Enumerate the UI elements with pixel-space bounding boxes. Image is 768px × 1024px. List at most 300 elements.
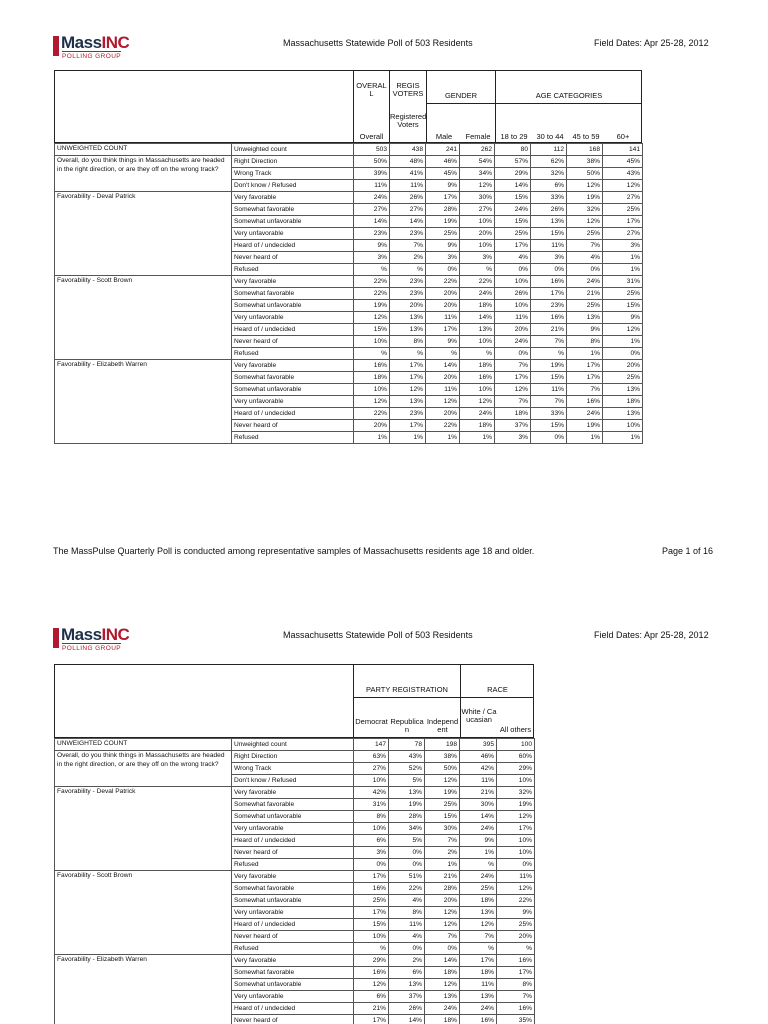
value-cell: 0% (389, 859, 425, 871)
response-label: Somewhat unfavorable (232, 384, 354, 396)
response-label: Right Direction (232, 156, 354, 168)
value-cell: 18% (460, 360, 495, 372)
value-cell: 18% (460, 300, 495, 312)
response-label: Somewhat unfavorable (232, 979, 354, 991)
value-cell: 21% (460, 787, 497, 799)
value-cell: 1% (390, 432, 426, 444)
value-cell: 12% (497, 883, 535, 895)
sub-overall: Overall (359, 132, 384, 141)
value-cell: 13% (389, 787, 425, 799)
value-cell: 12% (390, 384, 426, 396)
value-cell: 4% (495, 252, 531, 264)
value-cell: 100 (497, 739, 535, 751)
value-cell: 10% (495, 300, 531, 312)
value-cell: 11% (426, 312, 460, 324)
table-row (55, 192, 643, 204)
value-cell: 20% (426, 372, 460, 384)
value-cell: 17% (390, 372, 426, 384)
value-cell: 1% (567, 432, 603, 444)
sub-60-plus: 60+ (616, 132, 630, 141)
value-cell: 22% (354, 276, 390, 288)
response-label: Refused (232, 859, 354, 871)
value-cell: 7% (495, 396, 531, 408)
value-cell: 27% (603, 228, 643, 240)
value-cell: 12% (426, 396, 460, 408)
value-cell: 15% (495, 192, 531, 204)
value-cell: 23% (390, 288, 426, 300)
value-cell: 17% (567, 360, 603, 372)
value-cell: 22% (389, 883, 425, 895)
value-cell: 10% (603, 420, 643, 432)
value-cell: 6% (354, 991, 389, 1003)
value-cell: 9% (354, 240, 390, 252)
response-label: Unweighted count (232, 144, 354, 156)
value-cell: 21% (567, 288, 603, 300)
response-label: Somewhat favorable (232, 288, 354, 300)
value-cell: % (354, 348, 390, 360)
response-label: Refused (232, 348, 354, 360)
value-cell: 17% (426, 324, 460, 336)
sub-registered-voters: Registered Voters (390, 112, 427, 129)
value-cell: 19% (497, 799, 535, 811)
value-cell: 16% (460, 372, 495, 384)
value-cell: 28% (389, 811, 425, 823)
value-cell: 1% (426, 432, 460, 444)
sub-all-others: All others (499, 725, 532, 734)
value-cell: 11% (426, 384, 460, 396)
value-cell: 7% (567, 384, 603, 396)
value-cell: 18% (603, 396, 643, 408)
value-cell: 1% (460, 432, 495, 444)
table-row (55, 871, 535, 883)
value-cell: 11% (354, 180, 390, 192)
value-cell: 12% (354, 312, 390, 324)
question-cell: Favorability - Deval Patrick (55, 192, 232, 276)
value-cell: 7% (497, 991, 535, 1003)
value-cell: 24% (460, 1003, 497, 1015)
sub-democrat: Democrat (355, 717, 388, 726)
value-cell: 262 (460, 144, 495, 156)
table-row (55, 360, 643, 372)
value-cell: 1% (354, 432, 390, 444)
value-cell: 25% (603, 204, 643, 216)
response-label: Heard of / undecided (232, 919, 354, 931)
value-cell: 16% (354, 967, 389, 979)
sub-republican: Republican (390, 717, 424, 734)
value-cell: 18% (425, 967, 460, 979)
value-cell: 20% (426, 288, 460, 300)
value-cell: 13% (603, 384, 643, 396)
value-cell: 12% (497, 811, 535, 823)
value-cell: 18% (354, 372, 390, 384)
value-cell: 20% (354, 420, 390, 432)
value-cell: % (460, 348, 495, 360)
table-row (55, 739, 535, 751)
response-label: Somewhat unfavorable (232, 216, 354, 228)
value-cell: 8% (567, 336, 603, 348)
value-cell: % (390, 348, 426, 360)
response-label: Very unfavorable (232, 991, 354, 1003)
value-cell: 13% (460, 324, 495, 336)
header-gender: GENDER (444, 91, 478, 100)
value-cell: 52% (389, 763, 425, 775)
value-cell: 16% (354, 883, 389, 895)
value-cell: 12% (425, 907, 460, 919)
sub-45-59: 45 to 59 (572, 132, 600, 141)
question-cell: Overall, do you think things in Massachusetts are headed in the right direction, or are they off on the wrong track? (55, 751, 232, 787)
value-cell: 16% (354, 360, 390, 372)
question-cell: UNWEIGHTED COUNT (55, 144, 232, 156)
response-label: Unweighted count (232, 739, 354, 751)
value-cell: 28% (426, 204, 460, 216)
table-row (55, 156, 643, 168)
value-cell: 33% (531, 408, 567, 420)
value-cell: 11% (531, 240, 567, 252)
value-cell: 60% (497, 751, 535, 763)
value-cell: 0% (603, 348, 643, 360)
value-cell: 13% (390, 396, 426, 408)
value-cell: 29% (497, 763, 535, 775)
value-cell: 0% (497, 859, 535, 871)
value-cell: 22% (354, 288, 390, 300)
value-cell: 10% (460, 384, 495, 396)
value-cell: 9% (426, 240, 460, 252)
value-cell: 17% (354, 1015, 389, 1024)
value-cell: 32% (531, 168, 567, 180)
value-cell: 50% (425, 763, 460, 775)
field-dates: Field Dates: Apr 25-28, 2012 (594, 38, 709, 48)
value-cell: 11% (389, 919, 425, 931)
value-cell: 62% (531, 156, 567, 168)
page2-data-table (54, 738, 535, 1024)
value-cell: 0% (495, 264, 531, 276)
massinc-logo: MassINC POLLING GROUP (53, 34, 143, 60)
value-cell: 2% (390, 252, 426, 264)
header-overall: OVERALL (356, 81, 387, 98)
value-cell: 23% (390, 228, 426, 240)
value-cell: 51% (389, 871, 425, 883)
value-cell: 0% (389, 943, 425, 955)
massinc-logo-2: MassINC POLLING GROUP (53, 626, 143, 652)
header-age-categories: AGE CATEGORIES (535, 91, 603, 100)
value-cell: 25% (426, 228, 460, 240)
response-label: Refused (232, 943, 354, 955)
value-cell: 35% (497, 1015, 535, 1024)
value-cell: 63% (354, 751, 389, 763)
value-cell: 26% (531, 204, 567, 216)
value-cell: 1% (460, 847, 497, 859)
value-cell: 32% (567, 204, 603, 216)
value-cell: 25% (495, 228, 531, 240)
value-cell: 20% (390, 300, 426, 312)
sub-30-44: 30 to 44 (536, 132, 564, 141)
value-cell: 57% (495, 156, 531, 168)
value-cell: 30% (460, 799, 497, 811)
question-cell: Favorability - Elizabeth Warren (55, 955, 232, 1024)
value-cell: 7% (390, 240, 426, 252)
value-cell: 17% (460, 955, 497, 967)
value-cell: 11% (460, 775, 497, 787)
value-cell: 3% (531, 252, 567, 264)
value-cell: 18% (495, 408, 531, 420)
value-cell: 13% (567, 312, 603, 324)
page2-header-box (54, 664, 534, 738)
value-cell: 17% (531, 288, 567, 300)
value-cell: 10% (460, 336, 495, 348)
value-cell: 34% (389, 823, 425, 835)
value-cell: 10% (354, 931, 389, 943)
value-cell: 395 (460, 739, 497, 751)
value-cell: 7% (495, 360, 531, 372)
value-cell: 12% (354, 979, 389, 991)
value-cell: 32% (497, 787, 535, 799)
value-cell: 43% (603, 168, 643, 180)
value-cell: 4% (567, 252, 603, 264)
value-cell: 24% (460, 823, 497, 835)
value-cell: 19% (354, 300, 390, 312)
value-cell: 8% (497, 979, 535, 991)
value-cell: 0% (425, 943, 460, 955)
value-cell: 14% (425, 955, 460, 967)
response-label: Somewhat unfavorable (232, 300, 354, 312)
response-label: Very unfavorable (232, 823, 354, 835)
response-label: Somewhat favorable (232, 799, 354, 811)
value-cell: 29% (495, 168, 531, 180)
value-cell: 23% (354, 228, 390, 240)
value-cell: 12% (567, 216, 603, 228)
value-cell: 17% (354, 907, 389, 919)
value-cell: 11% (495, 312, 531, 324)
value-cell: 15% (354, 919, 389, 931)
value-cell: 46% (426, 156, 460, 168)
value-cell: 27% (603, 192, 643, 204)
value-cell: 24% (460, 871, 497, 883)
value-cell: 46% (460, 751, 497, 763)
value-cell: 1% (425, 859, 460, 871)
value-cell: 141 (603, 144, 643, 156)
value-cell: % (460, 859, 497, 871)
table-row (55, 955, 535, 967)
value-cell: 19% (389, 799, 425, 811)
value-cell: 16% (567, 396, 603, 408)
value-cell: 24% (460, 288, 495, 300)
value-cell: 0% (426, 264, 460, 276)
value-cell: 25% (603, 372, 643, 384)
value-cell: 24% (495, 336, 531, 348)
sub-independent: Independent (426, 717, 459, 734)
value-cell: 9% (426, 180, 460, 192)
value-cell: 48% (390, 156, 426, 168)
table-row (55, 751, 535, 763)
value-cell: 18% (425, 1015, 460, 1024)
table-row (55, 787, 535, 799)
value-cell: 30% (425, 823, 460, 835)
response-label: Heard of / undecided (232, 835, 354, 847)
value-cell: 23% (390, 408, 426, 420)
value-cell: 12% (603, 324, 643, 336)
response-label: Very unfavorable (232, 907, 354, 919)
value-cell: 3% (495, 432, 531, 444)
value-cell: 33% (531, 192, 567, 204)
value-cell: 17% (495, 240, 531, 252)
value-cell: 6% (531, 180, 567, 192)
value-cell: 17% (497, 967, 535, 979)
value-cell: 25% (567, 228, 603, 240)
value-cell: 25% (603, 288, 643, 300)
response-label: Never heard of (232, 252, 354, 264)
field-dates-2: Field Dates: Apr 25-28, 2012 (594, 630, 709, 640)
value-cell: 7% (567, 240, 603, 252)
value-cell: 1% (603, 264, 643, 276)
value-cell: 24% (354, 192, 390, 204)
value-cell: 0% (354, 859, 389, 871)
response-label: Somewhat favorable (232, 372, 354, 384)
value-cell: 9% (460, 835, 497, 847)
value-cell: 17% (603, 216, 643, 228)
value-cell: 30% (460, 192, 495, 204)
value-cell: 1% (567, 348, 603, 360)
response-label: Very favorable (232, 955, 354, 967)
response-label: Never heard of (232, 1015, 354, 1024)
value-cell: 45% (603, 156, 643, 168)
value-cell: 19% (531, 360, 567, 372)
value-cell: 11% (497, 871, 535, 883)
page1-data-table (54, 143, 643, 444)
value-cell: 4% (389, 931, 425, 943)
value-cell: 8% (390, 336, 426, 348)
value-cell: 24% (567, 408, 603, 420)
value-cell: 12% (495, 384, 531, 396)
value-cell: 10% (497, 835, 535, 847)
value-cell: 14% (495, 180, 531, 192)
value-cell: 37% (495, 420, 531, 432)
value-cell: 0% (389, 847, 425, 859)
response-label: Right Direction (232, 751, 354, 763)
question-cell: Favorability - Deval Patrick (55, 787, 232, 871)
value-cell: 12% (567, 180, 603, 192)
value-cell: 112 (531, 144, 567, 156)
value-cell: 7% (425, 931, 460, 943)
question-cell: Favorability - Scott Brown (55, 871, 232, 955)
value-cell: 21% (531, 324, 567, 336)
value-cell: 18% (460, 420, 495, 432)
response-label: Very favorable (232, 787, 354, 799)
value-cell: 15% (354, 324, 390, 336)
value-cell: % (531, 348, 567, 360)
response-label: Somewhat favorable (232, 883, 354, 895)
value-cell: 17% (354, 871, 389, 883)
value-cell: 34% (460, 168, 495, 180)
value-cell: 4% (389, 895, 425, 907)
value-cell: 17% (567, 372, 603, 384)
question-cell: UNWEIGHTED COUNT (55, 739, 232, 751)
value-cell: 26% (390, 192, 426, 204)
value-cell: 19% (567, 192, 603, 204)
page1-header (0, 34, 768, 58)
value-cell: 5% (389, 775, 425, 787)
value-cell: 16% (531, 276, 567, 288)
value-cell: 39% (354, 168, 390, 180)
value-cell: 2% (389, 955, 425, 967)
value-cell: 14% (390, 216, 426, 228)
value-cell: 10% (354, 336, 390, 348)
response-label: Heard of / undecided (232, 1003, 354, 1015)
value-cell: 20% (426, 300, 460, 312)
value-cell: 3% (426, 252, 460, 264)
value-cell: 12% (460, 919, 497, 931)
value-cell: 54% (460, 156, 495, 168)
response-label: Somewhat unfavorable (232, 811, 354, 823)
value-cell: 17% (390, 420, 426, 432)
value-cell: 15% (603, 300, 643, 312)
value-cell: 27% (460, 204, 495, 216)
value-cell: 22% (426, 420, 460, 432)
value-cell: 25% (497, 919, 535, 931)
value-cell: 16% (497, 1003, 535, 1015)
footer-page-number: Page 1 of 16 (662, 546, 714, 556)
value-cell: 15% (531, 420, 567, 432)
value-cell: 23% (531, 300, 567, 312)
value-cell: 25% (425, 799, 460, 811)
value-cell: 9% (603, 312, 643, 324)
sub-female: Female (465, 132, 491, 141)
response-label: Very unfavorable (232, 396, 354, 408)
value-cell: 12% (460, 396, 495, 408)
value-cell: 80 (495, 144, 531, 156)
value-cell: 10% (460, 216, 495, 228)
value-cell: 3% (354, 847, 389, 859)
value-cell: 168 (567, 144, 603, 156)
value-cell: 14% (460, 811, 497, 823)
value-cell: 31% (603, 276, 643, 288)
value-cell: 2% (425, 847, 460, 859)
value-cell: 10% (497, 775, 535, 787)
value-cell: 42% (354, 787, 389, 799)
value-cell: % (354, 264, 390, 276)
response-label: Very favorable (232, 871, 354, 883)
value-cell: 13% (389, 979, 425, 991)
value-cell: 241 (426, 144, 460, 156)
value-cell: 14% (389, 1015, 425, 1024)
value-cell: 20% (426, 408, 460, 420)
value-cell: 13% (603, 408, 643, 420)
value-cell: 20% (497, 931, 535, 943)
value-cell: 20% (425, 895, 460, 907)
value-cell: 27% (354, 763, 389, 775)
value-cell: 19% (567, 420, 603, 432)
value-cell: 24% (460, 408, 495, 420)
value-cell: 3% (460, 252, 495, 264)
value-cell: 25% (567, 300, 603, 312)
response-label: Wrong Track (232, 168, 354, 180)
value-cell: 12% (425, 979, 460, 991)
value-cell: 6% (354, 835, 389, 847)
page2-header (0, 626, 768, 650)
value-cell: 0% (531, 264, 567, 276)
response-label: Heard of / undecided (232, 240, 354, 252)
value-cell: 25% (354, 895, 389, 907)
value-cell: 198 (425, 739, 460, 751)
value-cell: 42% (460, 763, 497, 775)
value-cell: 12% (603, 180, 643, 192)
value-cell: 9% (567, 324, 603, 336)
question-cell: Favorability - Scott Brown (55, 276, 232, 360)
value-cell: 22% (460, 276, 495, 288)
value-cell: 13% (425, 991, 460, 1003)
value-cell: % (497, 943, 535, 955)
value-cell: 438 (390, 144, 426, 156)
sub-18-29: 18 to 29 (500, 132, 528, 141)
